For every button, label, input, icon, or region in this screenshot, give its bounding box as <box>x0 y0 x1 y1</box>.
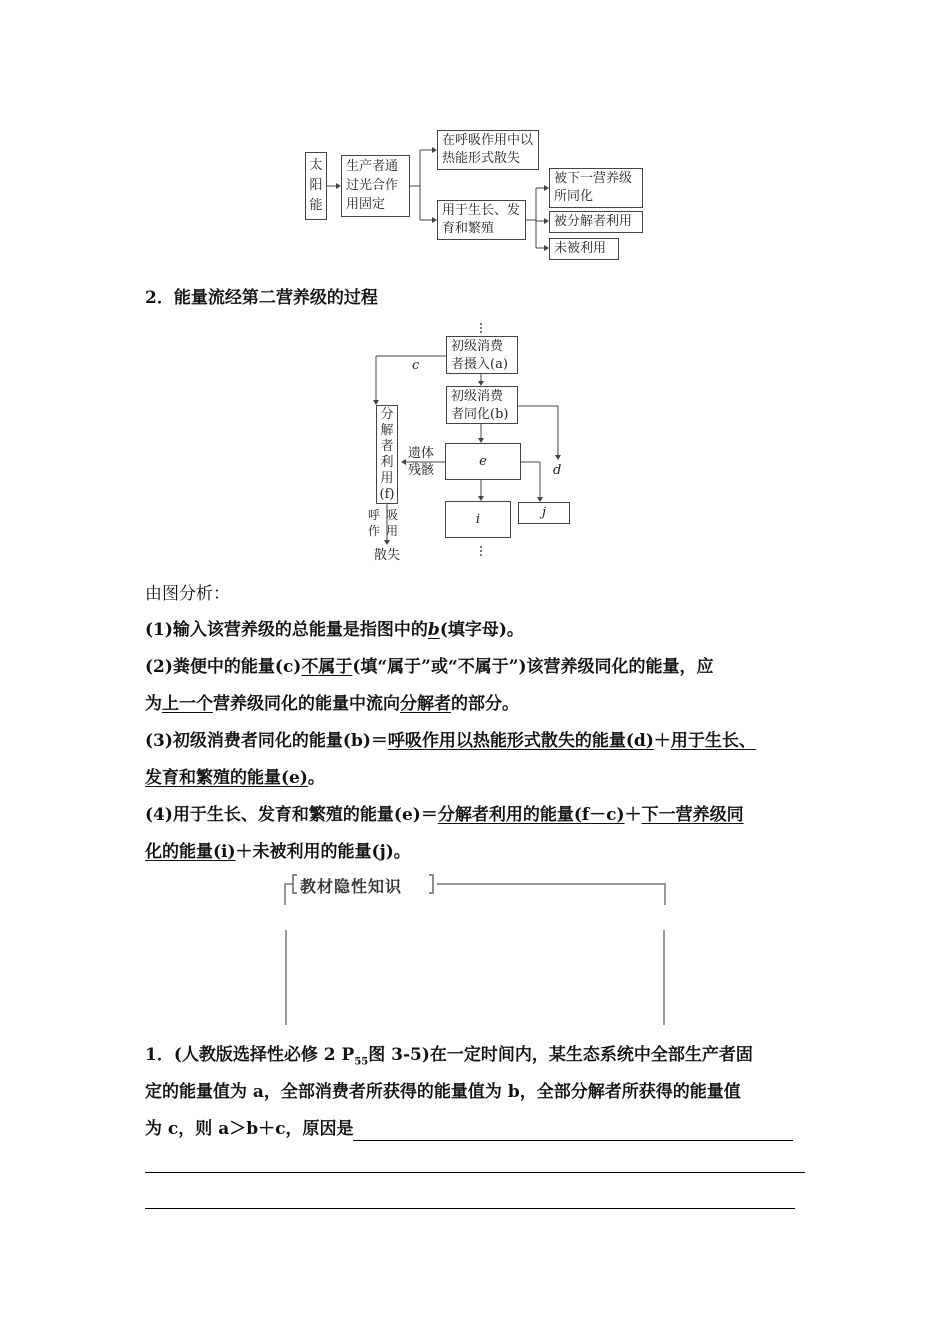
question1-text-a: 1．(人教版选择性必修 2 P <box>145 1045 355 1065</box>
sun-energy-box: 太阳能 <box>305 152 327 220</box>
question1-line1 <box>145 1043 810 1074</box>
q3-text-b: ＋ <box>653 731 671 751</box>
label-lost: 散失 <box>374 548 401 563</box>
i-box: i <box>445 501 511 538</box>
q4-answer-1: 分解者利用的能量(f－c) <box>437 805 625 825</box>
label-remains: 遗体残骸 <box>408 446 435 478</box>
q3-answer-2a: 用于生长、 <box>670 731 756 751</box>
question1-page-sub: 55 <box>354 1056 369 1068</box>
analysis-intro: 由图分析： <box>145 584 230 604</box>
question1-text-b: 图 3-5)在一定时间内，某生态系统中全部生产者固 <box>368 1045 753 1065</box>
decomposer-used-f-box: 分解者利用(f) <box>376 405 398 504</box>
q4-text-b: ＋ <box>624 805 642 825</box>
q2-answer-1: 不属于 <box>301 657 353 677</box>
q2-text-b: (填“属于”或“不属于”)该营养级同化的能量，应 <box>352 657 714 677</box>
decomposer-used-box: 被分解者利用 <box>549 211 643 233</box>
q2-answer-2: 上一个 <box>162 694 213 714</box>
unused-box: 未被利用 <box>549 238 619 260</box>
q4-answer-2a: 下一营养级同 <box>641 805 744 825</box>
q4-answer-2b: 化的能量(i) <box>145 842 236 862</box>
q4-text-a: (4)用于生长、发育和繁殖的能量(e)＝ <box>145 805 438 825</box>
question1-text-c: 为 c，则 a＞b＋c，原因是 <box>145 1119 354 1139</box>
section-2-title: 2．能量流经第二营养级的过程 <box>145 288 378 308</box>
q3-answer-1: 呼吸作用以热能形式散失的能量(d) <box>387 731 654 751</box>
primary-consumer-assimilated-box: 初级消费者同化(b) <box>446 386 518 424</box>
q2-text-e: 的部分。 <box>451 694 519 714</box>
question1-line3 <box>145 1117 810 1141</box>
answer-line-2[interactable] <box>145 1172 805 1173</box>
producer-fixed-box: 生产者通过光合作用固定 <box>341 155 410 217</box>
respiration-heat-box: 在呼吸作用中以热能形式散失 <box>437 130 539 170</box>
q2-text-a: (2)粪便中的能量(c) <box>145 657 302 677</box>
q1-text-a: (1)输入该营养级的总能量是指图中的 <box>145 620 428 640</box>
j-box: j <box>518 502 570 524</box>
q3-answer-2b: 发育和繁殖的能量(e) <box>145 768 308 788</box>
q3-text-a: (3)初级消费者同化的能量(b)＝ <box>145 731 388 751</box>
primary-consumer-intake-box: 初级消费者摄入(a) <box>446 336 518 374</box>
q4-text-c: ＋未被利用的能量(j)。 <box>235 842 411 862</box>
growth-reproduction-box: 用于生长、发育和繁殖 <box>437 200 526 240</box>
question1-answer-blank[interactable] <box>353 1120 793 1141</box>
hidden-knowledge-title: 教材隐性知识 <box>300 877 403 896</box>
q1-text-b: (填字母)。 <box>439 620 524 640</box>
label-respiration: 呼吸作用 <box>368 508 405 538</box>
q2-text-d: 营养级同化的能量中流向 <box>213 694 400 714</box>
e-box: e <box>445 443 521 480</box>
answer-line-3[interactable] <box>145 1208 795 1209</box>
q2-text-c: 为 <box>145 694 162 714</box>
question1-line2: 定的能量值为 a，全部消费者所获得的能量值为 b，全部分解者所获得的能量值 <box>145 1082 741 1102</box>
next-level-assimilated-box: 被下一营养级所同化 <box>549 168 643 208</box>
q1-answer: b <box>427 620 440 640</box>
q2-answer-3: 分解者 <box>400 694 451 714</box>
q3-text-c: 。 <box>307 768 325 788</box>
label-d: d <box>553 463 562 478</box>
label-c: c <box>412 358 420 373</box>
